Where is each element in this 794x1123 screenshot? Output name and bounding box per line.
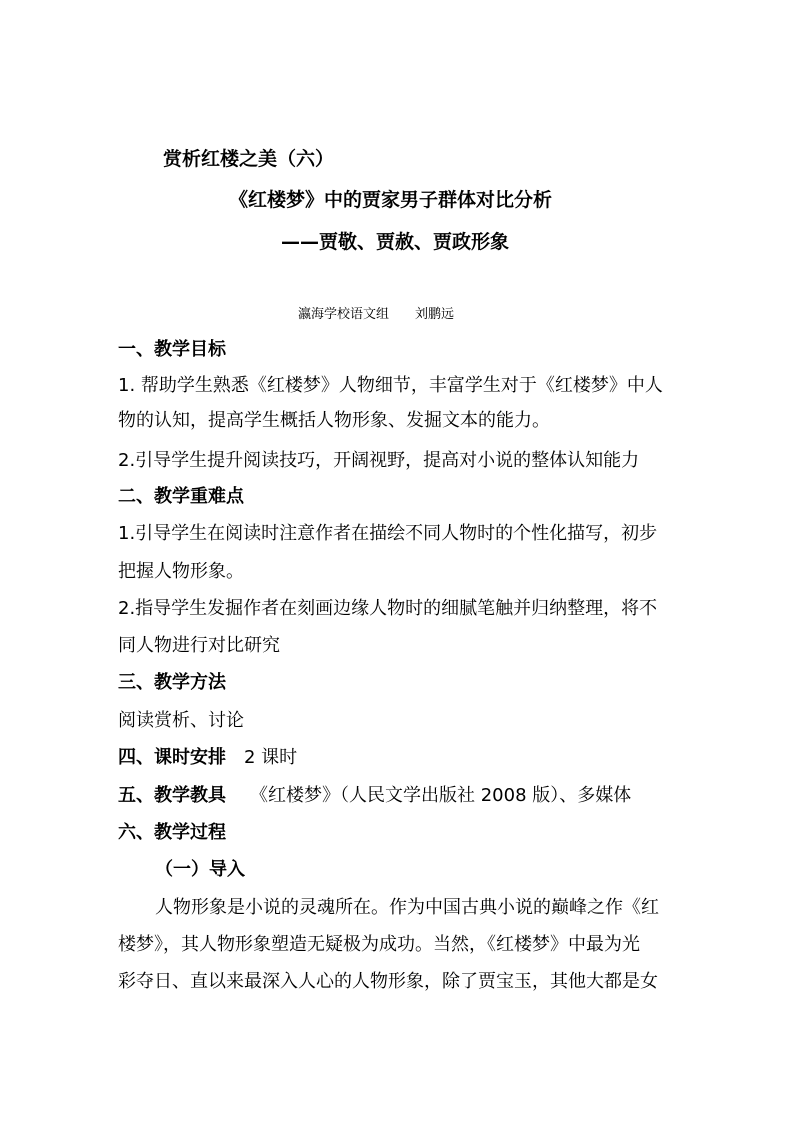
section-heading-6: 六、教学过程 [118, 822, 226, 843]
author-line [298, 306, 454, 324]
section-6-paragraph-line-1: 人物形象是小说的灵魂所在。作为中国古典小说的巅峰之作《红 [155, 897, 659, 918]
section-heading-4: 四、课时安排 [118, 747, 226, 768]
section-heading-1: 一、教学目标 [118, 339, 226, 360]
author-name: 刘鹏远 [415, 307, 455, 322]
section-6-paragraph-line-2: 楼梦》，其人物形象塑造无疑极为成功。当然，《红楼梦》中最为光 [118, 934, 640, 955]
section-1-paragraph-1-line-1: 1. 帮助学生熟悉《红楼梦》人物细节，丰富学生对于《红楼梦》中人 [118, 375, 663, 396]
section-1-paragraph-1-line-2: 物的认知，提高学生概括人物形象、发掘文本的能力。 [118, 410, 550, 431]
section-5-line [118, 784, 631, 808]
section-6-paragraph-line-3: 彩夺日、直以来最深入人心的人物形象，除了贾宝玉，其他大都是女 [118, 971, 658, 992]
section-4-value: 2 课时 [244, 747, 298, 768]
section-heading-5: 五、教学教具 [118, 785, 226, 806]
subsection-heading-1: （一）导入 [155, 859, 245, 880]
section-4-line [118, 746, 297, 770]
doc-subtitle-2: ——贾敬、贾赦、贾政形象 [281, 231, 510, 253]
section-heading-3: 三、教学方法 [118, 672, 226, 693]
section-2-paragraph-1-line-1: 1.引导学生在阅读时注意作者在描绘不同人物时的个性化描写，初步 [118, 523, 658, 544]
doc-subtitle: 《红楼梦》中的贾家男子群体对比分析 [229, 189, 553, 211]
section-5-value: 《红楼梦》（人民文学出版社 2008 版）、多媒体 [250, 785, 632, 806]
doc-title: 赏析红楼之美（六） [163, 148, 335, 170]
section-3-text: 阅读赏析、讨论 [118, 710, 244, 731]
section-2-paragraph-2-line-2: 同人物进行对比研究 [118, 635, 280, 656]
section-heading-2: 二、教学重难点 [118, 486, 244, 507]
section-2-paragraph-1-line-2: 把握人物形象。 [118, 561, 244, 582]
section-2-paragraph-2-line-1: 2.指导学生发掘作者在刻画边缘人物时的细腻笔触并归纳整理，将不 [118, 598, 658, 619]
section-1-paragraph-2: 2.引导学生提升阅读技巧，开阔视野，提高对小说的整体认知能力 [118, 450, 640, 471]
author-school: 瀛海学校语文组 [298, 307, 390, 322]
